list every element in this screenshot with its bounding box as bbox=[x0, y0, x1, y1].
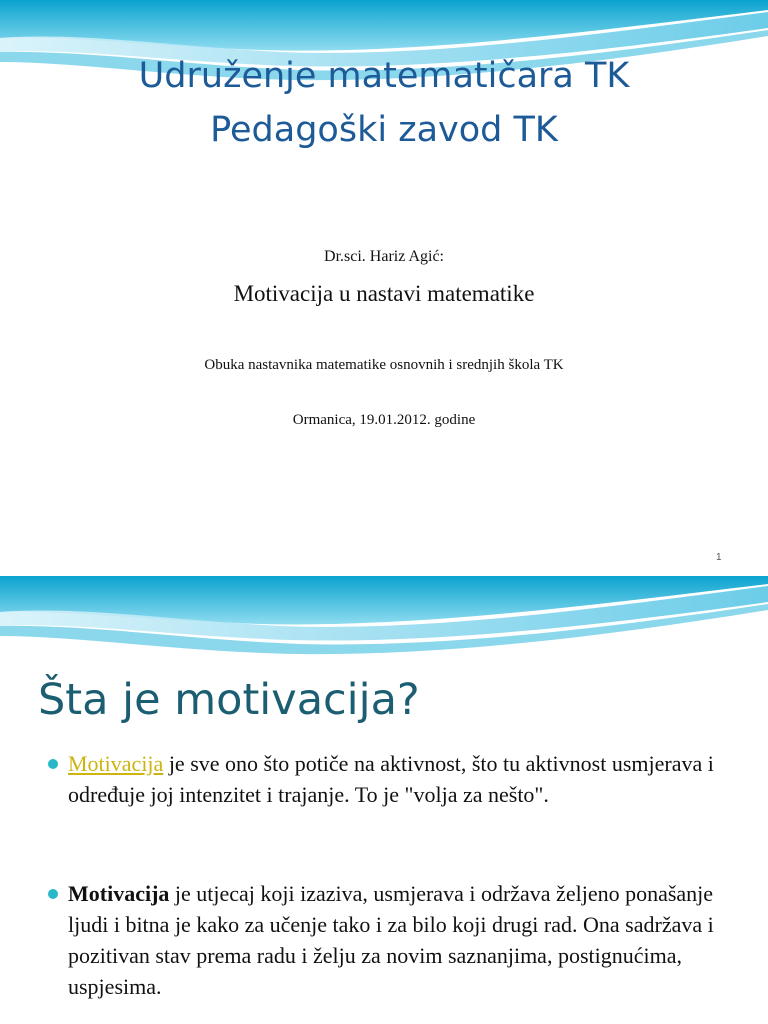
place-and-date: Ormanica, 19.01.2012. godine bbox=[292, 412, 476, 428]
bullet-bold-term: Motivacija bbox=[68, 881, 170, 906]
slide-number: 1 bbox=[716, 552, 722, 563]
slide-title-line-1: Udruženje matematičara TK bbox=[138, 56, 630, 96]
bullet-text-rest: je utjecaj koji izaziva, usmjerava i održava željeno ponašanje ljudi i bitna je kako za učenje tako i za bilo koji drugi rad. Ona sadržava i pozitivan stav prema radu i želju za novim saznanjima, postignućima, uspjesima. bbox=[68, 881, 714, 999]
bullet-item bbox=[48, 748, 748, 810]
bullet-text bbox=[68, 878, 748, 1002]
bullet-text bbox=[68, 748, 748, 810]
bullet-item bbox=[48, 878, 748, 1002]
content-slide bbox=[0, 576, 768, 1024]
bullet-dot-icon bbox=[48, 759, 58, 769]
slide-title: Šta je motivacija? bbox=[38, 675, 420, 725]
bullet-dot-icon bbox=[48, 889, 58, 899]
training-name: Obuka nastavnika matematike osnovnih i srednjih škola TK bbox=[204, 357, 564, 373]
motivacija-link[interactable]: Motivacija bbox=[68, 751, 164, 776]
author-name: Dr.sci. Hariz Agić: bbox=[324, 248, 444, 265]
presentation-subtitle: Motivacija u nastavi matematike bbox=[233, 281, 535, 306]
bullet-text-rest: je sve ono što potiče na aktivnost, što tu aktivnost usmjerava i određuje joj intenzitet i trajanje. To je "volja za nešto". bbox=[68, 751, 714, 807]
wave-header-decoration bbox=[0, 576, 768, 662]
slide-title-line-2: Pedagoški zavod TK bbox=[210, 110, 558, 150]
